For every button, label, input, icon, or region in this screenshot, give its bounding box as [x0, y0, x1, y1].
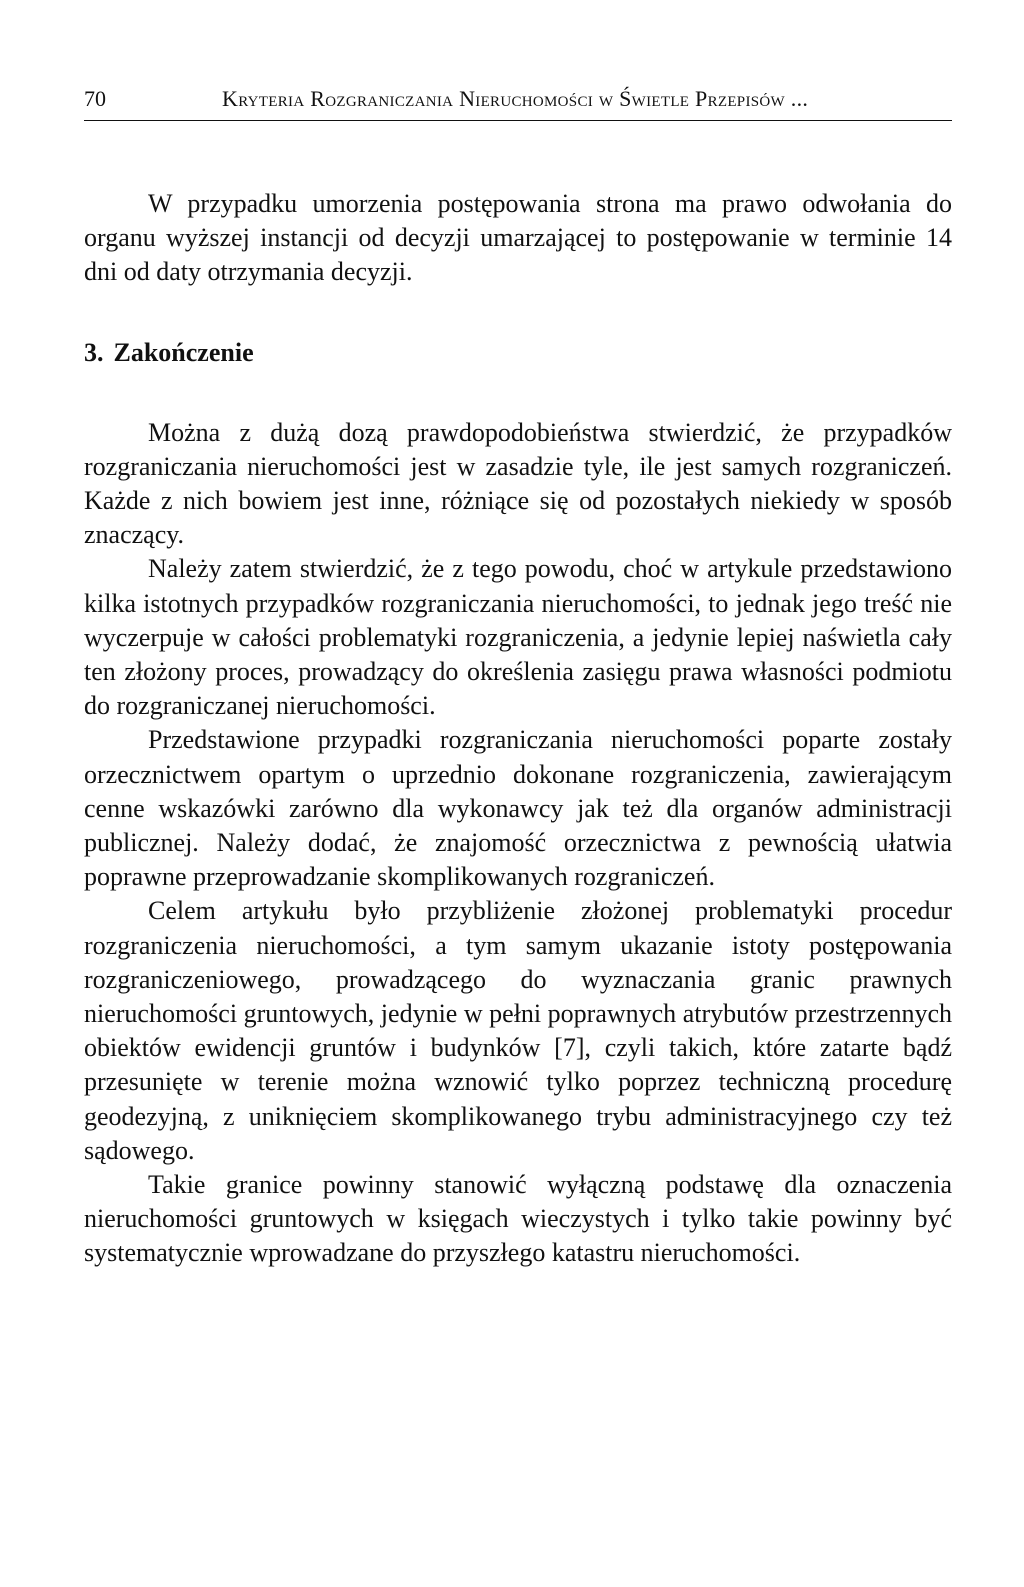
running-title: Kryteria Rozgraniczania Nieruchomości w Świetle Przepisów ...: [222, 86, 809, 111]
body-paragraph: Należy zatem stwierdzić, że z tego powodu, choć w artykule przedstawiono kilka istotnych przypadków rozgraniczania nieruchomości, to jednak jego treść nie wyczerpuje w całości problematyki rozgraniczenia, a jedynie lepiej naświetla cały ten złożony proces, prowadzący do określenia zasięgu prawa własności podmiotu do rozgraniczanej nieruchomości.: [84, 554, 952, 721]
page-number: 70: [84, 86, 106, 111]
body-paragraph: Celem artykułu było przybliżenie złożonej problematyki procedur rozgraniczenia nieruchomości, a tym samym ukazanie istoty postępowania rozgraniczeniowego, prowadzącego do wyznaczania granic prawnych nieruchomości gruntowych, jedynie w pełni poprawnych atrybutów przestrzennych obiektów ewidencji gruntów i budynków [7], czyli takich, które zatarte bądź przesunięte w terenie można wznowić tylko poprzez techniczną procedurę geodezyjną, z uniknięciem skomplikowanego trybu administracyjnego czy też sądowego.: [84, 896, 952, 1165]
section-number: 3.: [84, 337, 104, 367]
document-page: [84, 88, 952, 1271]
body-paragraph: Takie granice powinny stanowić wyłączną podstawę dla oznaczenia nieruchomości gruntowych w księgach wieczystych i tylko takie powinny być systematycznie wprowadzane do przyszłego katastru nieruchomości.: [84, 1170, 952, 1268]
section-body: [84, 416, 952, 1271]
section-heading: [84, 336, 952, 370]
intro-paragraph: W przypadku umorzenia postępowania strona ma prawo odwołania do organu wyższej instancji od decyzji umarzającej to postępowanie w terminie 14 dni od daty otrzymania decyzji.: [84, 189, 952, 287]
section-title: Zakończenie: [113, 337, 254, 367]
body-paragraph: Przedstawione przypadki rozgraniczania nieruchomości poparte zostały orzecznictwem opartym o uprzednio dokonane rozgraniczenia, zawierającym cenne wskazówki zarówno dla wykonawcy jak też dla organów administracji publicznej. Należy dodać, że znajomość orzecznictwa z pewnością ułatwia poprawne przeprowadzanie skomplikowanych rozgraniczeń.: [84, 725, 952, 892]
running-head: [84, 88, 952, 121]
body-paragraph: Można z dużą dozą prawdopodobieństwa stwierdzić, że przypadków rozgraniczania nieruchomości jest w zasadzie tyle, ile jest samych rozgraniczeń. Każde z nich bowiem jest inne, różniące się od pozostałych niekiedy w sposób znaczący.: [84, 417, 952, 550]
